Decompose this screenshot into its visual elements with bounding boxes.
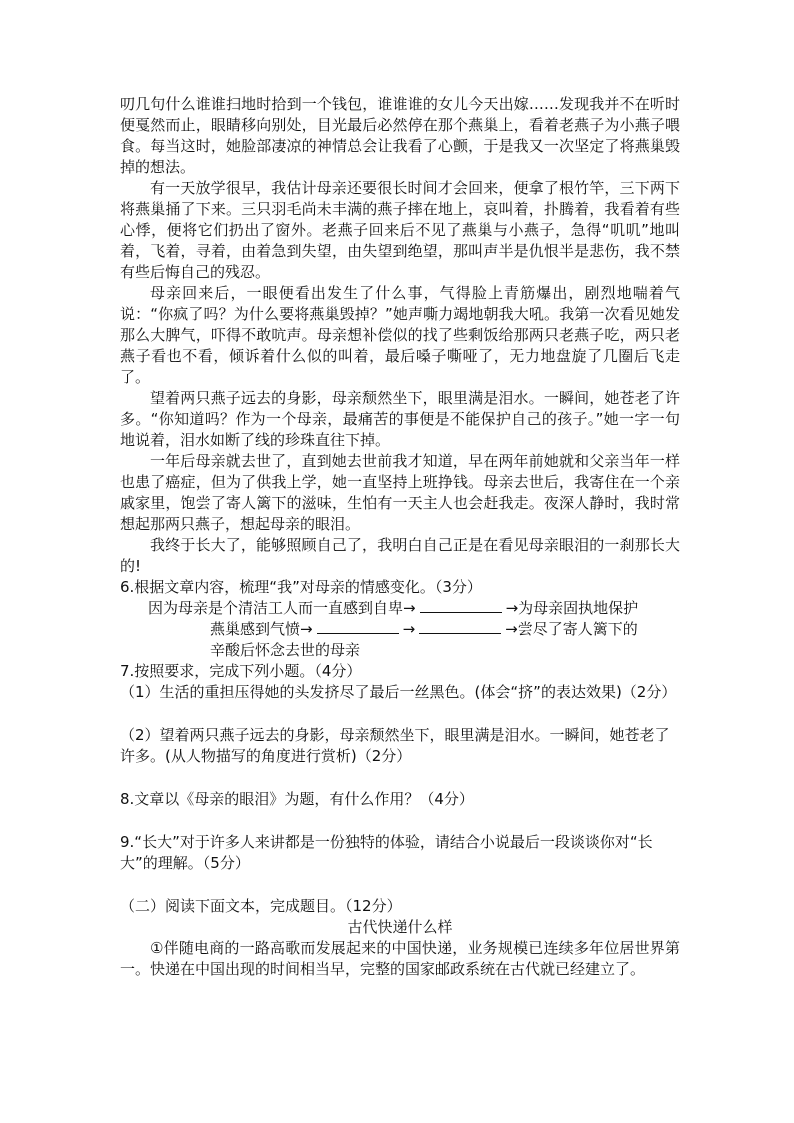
document-page: [120, 94, 680, 980]
answer-space-8[interactable]: [120, 810, 680, 832]
answer-space-9[interactable]: [120, 874, 680, 896]
question-7-part-1: （1）生活的重担压得她的头发挤尽了最后一丝黑色。(体会“挤”的表达效果)（2分）: [120, 683, 677, 701]
question-6-stem: 6.根据文章内容，梳理“我”对母亲的情感变化。（3分）: [120, 578, 482, 596]
q6-blank-3[interactable]: [419, 619, 501, 634]
q6-text-a: 因为母亲是个清洁工人而一直感到自卑→: [148, 599, 416, 617]
question-6-row-3: 辛酸后怀念去世的母亲: [210, 641, 361, 659]
q6-text-e: →尝尽了寄人篱下的: [505, 620, 638, 638]
answer-space-7-2[interactable]: [120, 767, 680, 789]
story-paragraph-4: 一年后母亲就去世了，直到她去世前我才知道，早在两年前她就和父亲当年一样也患了癌症，但为了供我上学，她一直坚持上班挣钱。母亲去世后，我寄住在一个亲戚家里，饱尝了寄人篱下的滋味，生怕有一天主人也会赶我走。夜深人静时，我时常想起那两只燕子，想起母亲的眼泪。: [120, 452, 680, 533]
section-2-paragraph-1: ①伴随电商的一路高歌而发展起来的中国快递，业务规模已连续多年位居世界第一。快递在中国出现的时间相当早，完整的国家邮政系统在古代就已经建立了。: [120, 939, 680, 978]
section-2-title: 古代快递什么样: [347, 918, 453, 936]
question-9: 9.“长大”对于许多人来讲都是一份独特的体验，请结合小说最后一段谈谈你对“长大”的理解。（5分）: [120, 833, 653, 872]
story-paragraph-5: 我终于长大了，能够照顾自己了，我明白自己正是在看见母亲眼泪的一刹那长大的!: [120, 536, 680, 575]
q6-text-c: 燕巢感到气愤→: [210, 620, 313, 638]
story-paragraph-2: 母亲回来后，一眼便看出发生了什么事，气得脸上青筋爆出，剧烈地喘着气说：“你疯了吗？为什么要将燕巢毁掉？”她声嘶力竭地朝我大吼。我第一次看见她发那么大脾气，吓得不敢吭声。母亲想补偿似的找了些剩饭给那两只老燕子吃，两只老燕子看也不看，倾诉着什么似的叫着，最后嗓子嘶哑了，无力地盘旋了几圈后飞走了。: [120, 284, 680, 386]
question-8: 8.文章以《母亲的眼泪》为题，有什么作用？（4分）: [120, 790, 474, 808]
q6-blank-1[interactable]: [420, 598, 502, 613]
q6-text-b: →为母亲固执地保护: [505, 599, 639, 617]
story-paragraph-1: 有一天放学很早，我估计母亲还要很长时间才会回来，便拿了根竹竿，三下两下将燕巢捅了下来。三只羽毛尚未丰满的燕子摔在地上，哀叫着，扑腾着，我看着有些心悸，便将它们扔出了窗外。老燕子回来后不见了燕巢与小燕子，急得“叽叽”地叫着，飞着，寻着，由着急到失望，由失望到绝望，那叫声半是仇恨半是悲伤，我不禁有些后悔自己的残忍。: [120, 179, 680, 281]
answer-space-7-1[interactable]: [120, 703, 680, 725]
q6-text-d: →: [402, 620, 416, 638]
q6-blank-2[interactable]: [317, 619, 399, 634]
question-7-part-2: （2）望着两只燕子远去的身影，母亲颓然坐下，眼里满是泪水。一瞬间，她苍老了许多。(从人物描写的角度进行赏析)（2分）: [120, 726, 670, 765]
question-6-row-2: [120, 619, 680, 640]
section-2-heading: （二）阅读下面文本，完成题目。（12分）: [120, 897, 402, 915]
story-paragraph-0: 叨几句什么谁谁扫地时拾到一个钱包，谁谁谁的女儿今天出嫁……发现我并不在听时便戛然而止，眼睛移向别处，目光最后必然停在那个燕巢上，看着老燕子为小燕子喂食。每当这时，她脸部凄凉的神情总会让我看了心颤，于是我又一次坚定了将燕巢毁掉的想法。: [120, 95, 680, 176]
story-paragraph-3: 望着两只燕子远去的身影，母亲颓然坐下，眼里满是泪水。一瞬间，她苍老了许多。“你知道吗？作为一个母亲，最痛苦的事便是不能保护自己的孩子。”她一字一句地说着，泪水如断了线的珍珠直往下掉。: [120, 389, 680, 449]
question-7-stem: 7.按照要求，完成下列小题。（4分）: [120, 662, 362, 680]
question-6-row-1: [120, 598, 680, 619]
